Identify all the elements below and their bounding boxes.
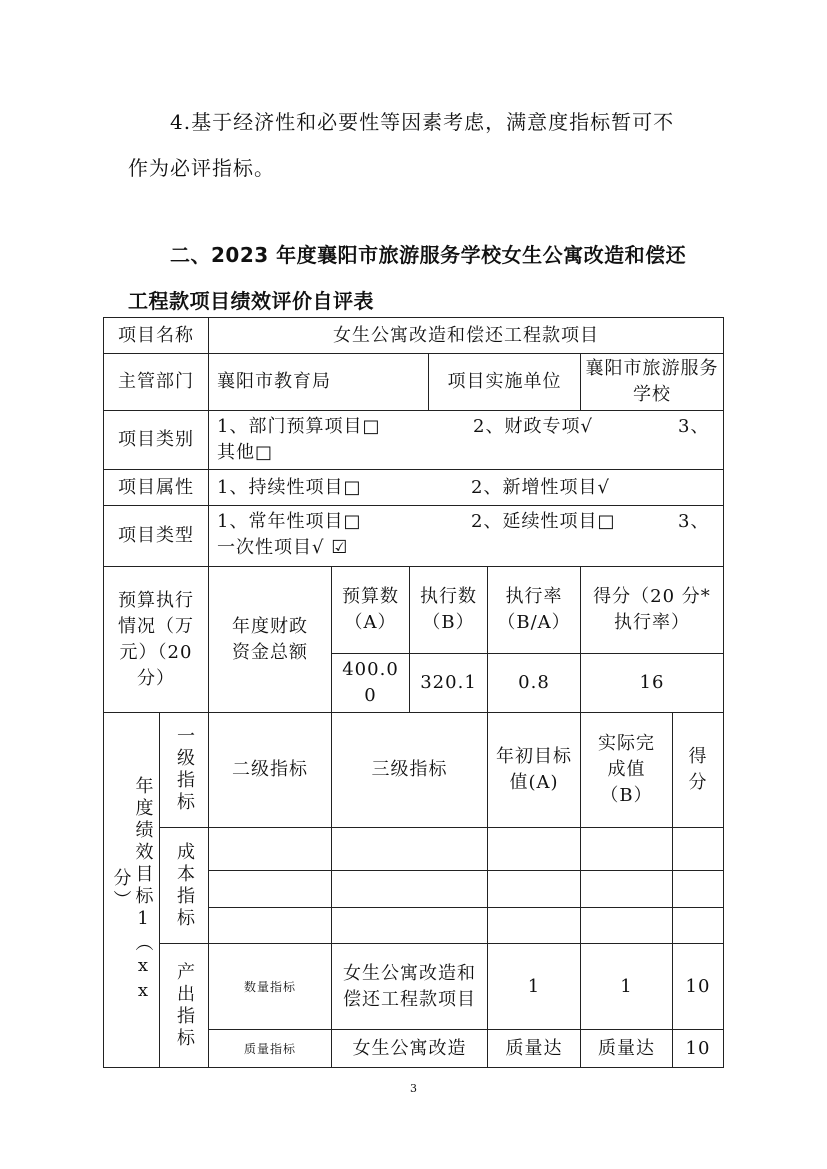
- attribute-label: 项目属性: [103, 469, 209, 506]
- quantity-indicator-label: 数量指标: [208, 943, 332, 1030]
- dept-value: 襄阳市教育局: [208, 353, 429, 411]
- category-option-1: 1、部门预算项目□: [217, 416, 381, 437]
- cost-row-3-l2: [208, 907, 332, 944]
- cost-row-1-score: [672, 827, 724, 871]
- cost-row-2-target: [487, 870, 581, 908]
- paragraph-line-1: 4.基于经济性和必要性等因素考虑，满意度指标暂可不: [170, 110, 675, 134]
- cost-row-2-l2: [208, 870, 332, 908]
- quantity-target: 1: [487, 943, 581, 1030]
- budget-header-b: 执行数（B）: [409, 566, 488, 654]
- paragraph-line-2: 作为必评指标。: [128, 156, 275, 180]
- quality-actual: 质量达: [580, 1029, 673, 1068]
- quality-l3-value: 女生公寓改造: [331, 1029, 488, 1068]
- cost-row-1-actual: [580, 827, 673, 871]
- type-option-1: 1、常年性项目□: [217, 511, 362, 532]
- type-option-3: 一次性项目√ ☑: [217, 537, 349, 558]
- cost-row-1-l3: [331, 827, 488, 871]
- type-option-3-prefix: 3、: [678, 511, 710, 532]
- level1-header: 一级指标: [159, 712, 209, 828]
- budget-total-label: 年度财政资金总额: [208, 566, 332, 713]
- section-heading-line-1: 二、2023 年度襄阳市旅游服务学校女生公寓改造和偿还: [170, 243, 687, 267]
- actual-header: 实际完成值（B）: [580, 712, 673, 828]
- cost-row-1-l2: [208, 827, 332, 871]
- project-name-value: 女生公寓改造和偿还工程款项目: [208, 317, 724, 354]
- budget-value-b: 320.1: [409, 653, 488, 713]
- score-header: 得分: [672, 712, 724, 828]
- quantity-actual: 1: [580, 943, 673, 1030]
- quality-indicator-label: 质量指标: [208, 1029, 332, 1068]
- cost-row-3-score: [672, 907, 724, 944]
- budget-header-rate: 执行率（B/A）: [487, 566, 581, 654]
- budget-header-score: 得分（20 分*执行率）: [580, 566, 724, 654]
- level3-header: 三级指标: [331, 712, 488, 828]
- category-option-3-prefix: 3、: [678, 416, 710, 437]
- budget-label: 预算执行情况（万元）（20 分）: [103, 566, 209, 713]
- cost-row-3-l3: [331, 907, 488, 944]
- impl-unit-value: 襄阳市旅游服务学校: [580, 353, 724, 411]
- category-label: 项目类别: [103, 410, 209, 470]
- section-heading-line-2: 工程款项目绩效评价自评表: [128, 289, 374, 313]
- type-option-2: 2、延续性项目□: [471, 511, 616, 532]
- attribute-option-2: 2、新增性项目√: [471, 476, 610, 498]
- perf-goal-label: 年度绩效目标1（xx分）: [103, 712, 160, 1068]
- page-number: 3: [410, 1082, 417, 1095]
- cost-row-2-actual: [580, 870, 673, 908]
- cost-row-3-actual: [580, 907, 673, 944]
- level2-header: 二级指标: [208, 712, 332, 828]
- project-name-label: 项目名称: [103, 317, 209, 354]
- output-indicator-label: 产出指标: [159, 943, 209, 1068]
- category-option-3: 其他□: [217, 442, 274, 463]
- quality-score: 10: [672, 1029, 724, 1068]
- quantity-score: 10: [672, 943, 724, 1030]
- target-header: 年初目标值(A): [487, 712, 581, 828]
- attribute-option-1: 1、持续性项目□: [217, 476, 362, 498]
- budget-header-a: 预算数（A）: [331, 566, 410, 654]
- cost-row-3-target: [487, 907, 581, 944]
- budget-value-score: 16: [580, 653, 724, 713]
- quantity-l3-value: 女生公寓改造和偿还工程款项目: [331, 943, 488, 1030]
- budget-value-a: 400.00: [331, 653, 410, 713]
- attribute-options: [208, 469, 724, 506]
- category-options: [208, 410, 724, 470]
- cost-row-2-l3: [331, 870, 488, 908]
- impl-unit-label: 项目实施单位: [428, 353, 581, 411]
- cost-row-2-score: [672, 870, 724, 908]
- cost-row-1-target: [487, 827, 581, 871]
- quality-target: 质量达: [487, 1029, 581, 1068]
- cost-indicator-label: 成本指标: [159, 827, 209, 944]
- budget-value-rate: 0.8: [487, 653, 581, 713]
- type-options: [208, 505, 724, 567]
- dept-label: 主管部门: [103, 353, 209, 411]
- type-label: 项目类型: [103, 505, 209, 567]
- category-option-2: 2、财政专项√: [473, 416, 593, 437]
